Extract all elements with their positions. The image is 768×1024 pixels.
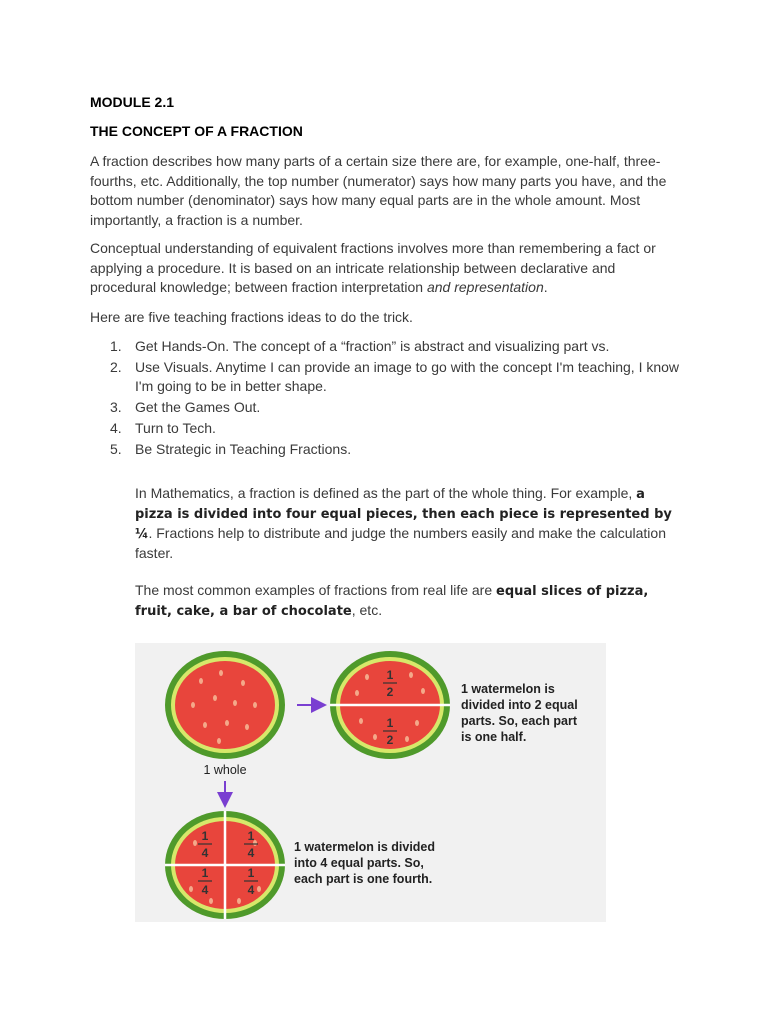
half-bottom-denominator: 2 [386, 733, 394, 747]
fourth-br-denominator: 4 [247, 883, 255, 897]
paragraph-conceptual-text: Conceptual understanding of equivalent fractions involves more than remembering a fact or applying a procedure. It is based on an intricate relationship between declarative and procedural knowledge; between fraction interpretation [90, 240, 656, 295]
list-item-text: Turn to Tech. [135, 420, 216, 436]
watermelon-illustration [135, 643, 606, 922]
section-title: THE CONCEPT OF A FRACTION [90, 123, 303, 139]
paragraph-pizza-example [135, 484, 685, 563]
pizza-text-bold: a pizza is divided into four equal pieces, then each piece is represented by ¼ [135, 487, 672, 542]
list-item-text: Be Strategic in Teaching Fractions. [135, 441, 352, 457]
real-life-text-end: , etc. [351, 602, 383, 618]
fourth-tr-denominator: 4 [247, 846, 255, 860]
pizza-text-start: In Mathematics, a fraction is defined as the part of the whole thing. For example, [135, 485, 637, 501]
paragraph-conceptual [90, 239, 680, 298]
real-life-text-bold: equal slices of pizza, fruit, cake, a bar of chocolate [135, 584, 649, 619]
half-top-numerator: 1 [386, 668, 394, 682]
half-bottom-numerator: 1 [386, 716, 394, 730]
list-item-number: 1. [110, 338, 122, 354]
list-item-number: 3. [110, 399, 122, 415]
paragraph-definition: A fraction describes how many parts of a certain size there are, for example, one-half, three-fourths, etc. Additionally, the top number (numerator) says how many parts you have, and the bottom number (denominator) says how many equal parts are in the whole amount. Most importantly, a fraction is a number. [90, 153, 667, 228]
fourth-tl-numerator: 1 [201, 829, 209, 843]
fourth-bl-denominator: 4 [201, 883, 209, 897]
fourth-caption-line-1: 1 watermelon is divided [294, 840, 436, 854]
module-title: MODULE 2.1 [90, 94, 175, 110]
half-caption-line-3: parts. So, each part [461, 714, 578, 728]
list-item-number: 4. [110, 420, 122, 436]
paragraph-ideas-intro: Here are five teaching fractions ideas to do the trick. [90, 309, 413, 325]
fourth-bl-numerator: 1 [201, 866, 209, 880]
list-item-text: Get Hands-On. The concept of a “fraction” is abstract and visualizing part vs. [135, 338, 610, 354]
fourth-tl-denominator: 4 [201, 846, 209, 860]
fourth-tr-numerator: 1 [247, 829, 255, 843]
list-item [90, 440, 690, 459]
paragraph-real-life [135, 581, 685, 621]
paragraph-conceptual-emphasis: and representation [426, 279, 544, 295]
fourth-br-numerator: 1 [247, 866, 255, 880]
list-item [90, 419, 690, 438]
half-caption-line-2: divided into 2 equal [461, 698, 578, 712]
paragraph-conceptual-end: . [543, 279, 548, 295]
half-top-denominator: 2 [386, 685, 394, 699]
fourth-caption-line-2: into 4 equal parts. So, [294, 856, 424, 870]
watermelon-fraction-figure [135, 643, 606, 922]
ideas-list [90, 337, 690, 461]
list-item-number: 5. [110, 441, 122, 457]
fourth-caption-line-3: each part is one fourth. [294, 872, 433, 886]
half-caption-line-1: 1 watermelon is [461, 682, 555, 696]
list-item-text: Use Visuals. Anytime I can provide an image to go with the concept I'm teaching, I know I'm going to be in better shape. [135, 359, 680, 394]
whole-watermelon-icon [165, 651, 285, 759]
list-item-number: 2. [110, 359, 122, 375]
whole-label: 1 whole [203, 763, 247, 777]
pizza-text-end: . Fractions help to distribute and judge the numbers easily and make the calculation faster. [135, 525, 666, 561]
real-life-text-start: The most common examples of fractions from real life are [135, 582, 497, 598]
list-item [90, 398, 690, 417]
half-caption-line-4: is one half. [461, 730, 527, 744]
list-item-text: Get the Games Out. [135, 399, 261, 415]
list-item [90, 337, 690, 356]
list-item [90, 358, 690, 396]
quartered-watermelon-icon [165, 811, 285, 919]
